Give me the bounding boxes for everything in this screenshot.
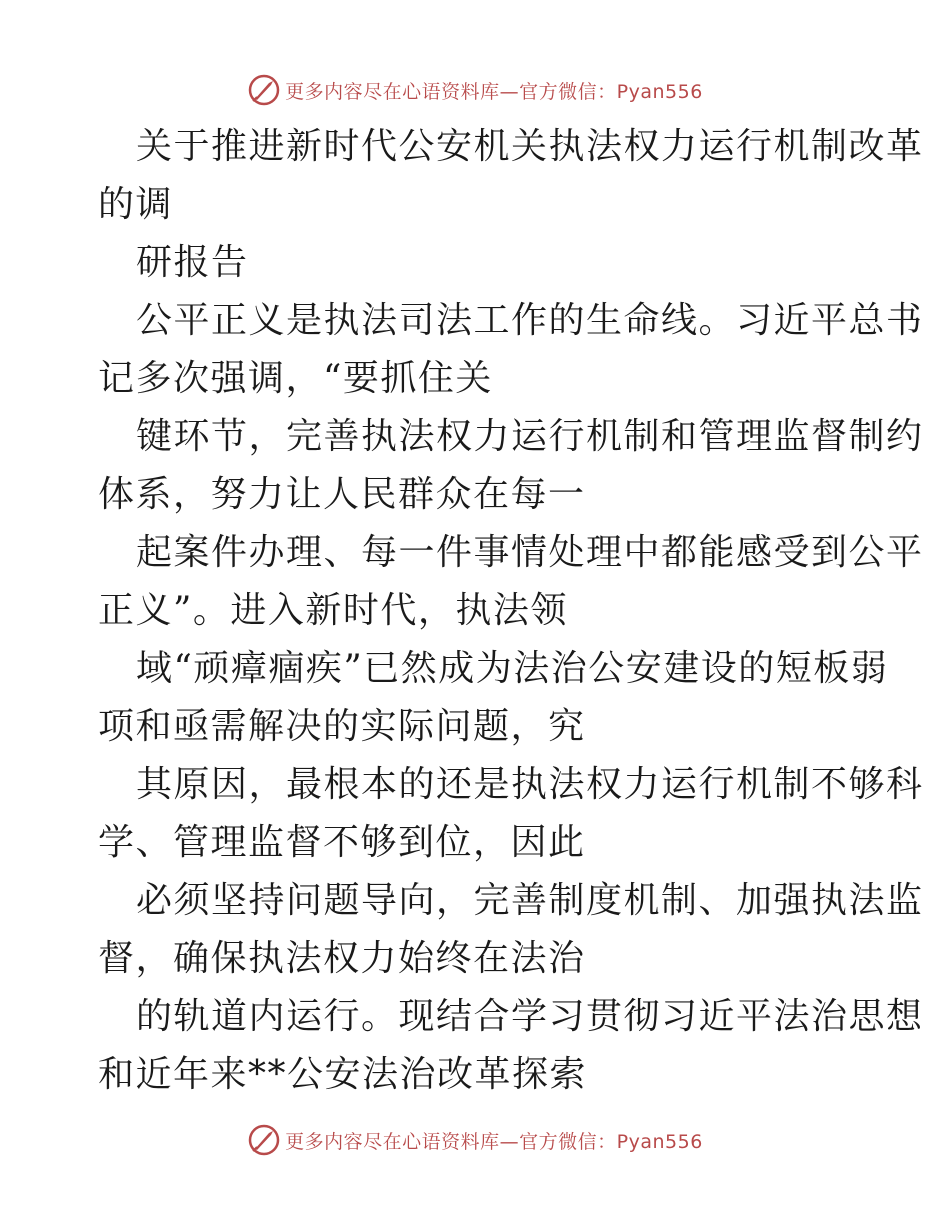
text-line: 键环节，完善执法权力运行机制和管理监督制约 bbox=[136, 416, 924, 457]
text-line: 起案件办理、每一件事情处理中都能感受到公平 bbox=[136, 532, 924, 573]
header-watermark bbox=[0, 70, 950, 110]
watermark-text: 更多内容尽在心语资料库—官方微信：Pyan556 bbox=[285, 80, 703, 103]
text-line: 公平正义是执法司法工作的生命线。习近平总书 bbox=[136, 300, 924, 341]
text-line: 正义”。进入新时代，执法领 bbox=[98, 590, 568, 631]
text-line: 记多次强调，“要抓住关 bbox=[98, 358, 493, 399]
text-line: 的轨道内运行。现结合学习贯彻习近平法治思想 bbox=[136, 996, 924, 1037]
quill-logo-icon bbox=[247, 73, 281, 107]
text-line: 其原因，最根本的还是执法权力运行机制不够科 bbox=[136, 764, 924, 805]
text-line: 关于推进新时代公安机关执法权力运行机制改革 bbox=[136, 126, 924, 167]
footer-watermark bbox=[0, 1120, 950, 1160]
text-line: 和近年来**公安法治改革探索 bbox=[98, 1054, 588, 1095]
watermark-text: 更多内容尽在心语资料库—官方微信：Pyan556 bbox=[285, 1130, 703, 1153]
text-line: 督，确保执法权力始终在法治 bbox=[98, 938, 586, 979]
text-line: 的调 bbox=[98, 184, 174, 225]
text-line: 必须坚持问题导向，完善制度机制、加强执法监 bbox=[136, 880, 924, 921]
text-line: 研报告 bbox=[136, 242, 249, 283]
text-line: 项和亟需解决的实际问题，究 bbox=[98, 706, 586, 747]
text-line: 域“顽瘴痼疾”已然成为法治公安建设的短板弱 bbox=[136, 648, 889, 689]
text-line: 学、管理监督不够到位，因此 bbox=[98, 822, 586, 863]
quill-logo-icon bbox=[247, 1123, 281, 1157]
text-line: 体系，努力让人民群众在每一 bbox=[98, 474, 586, 515]
document-body bbox=[98, 118, 924, 1104]
